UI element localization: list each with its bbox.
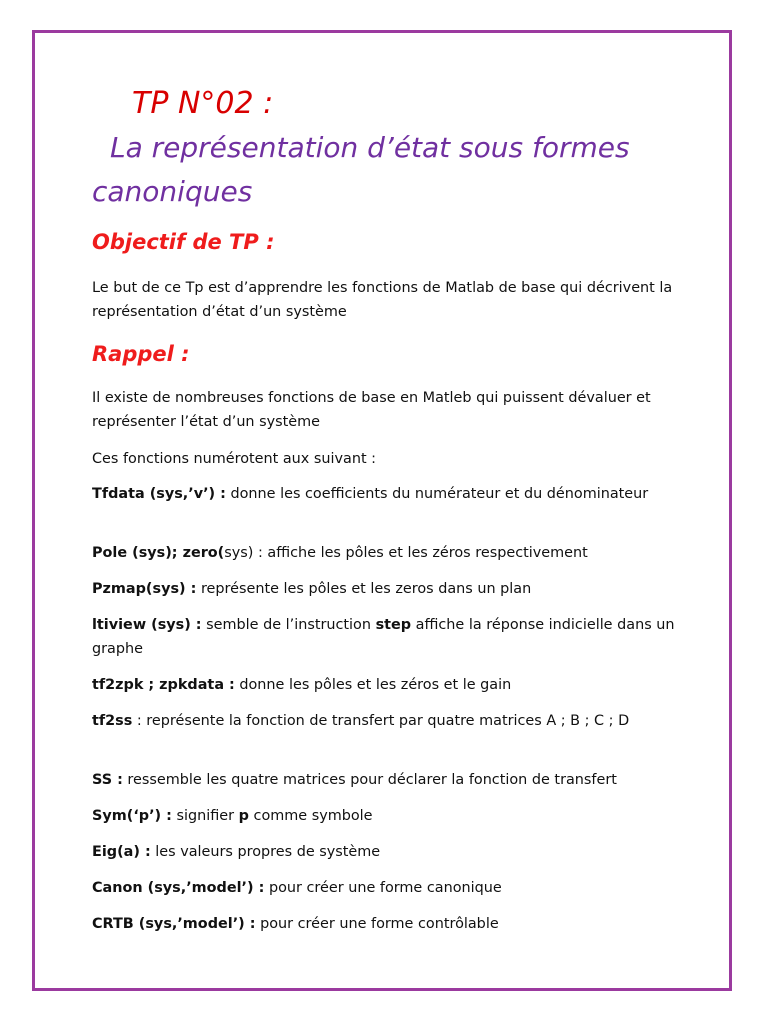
function-item — [92, 912, 702, 936]
function-name: Pole (sys); zero( — [92, 545, 225, 561]
function-name: SS : — [92, 772, 123, 788]
function-name: Eig(a) : — [92, 844, 151, 860]
function-name: Pzmap(sys) : — [92, 581, 197, 597]
function-desc: pour créer une forme canonique — [264, 880, 502, 896]
function-name: Tfdata (sys,’v’) : — [92, 486, 226, 502]
function-item — [92, 804, 702, 828]
tp-number: TP N°02 : — [132, 86, 274, 121]
function-item — [92, 613, 702, 661]
function-desc: ) : affiche les pôles et les zéros respectivement — [247, 545, 588, 561]
function-item — [92, 482, 702, 506]
function-desc: : représente la fonction de transfert par quatre matrices A ; B ; C ; D — [132, 713, 630, 729]
objective-text: Le but de ce Tp est d’apprendre les fonctions de Matlab de base qui décrivent la représentation d’état d’un système — [92, 280, 673, 320]
function-desc: donne les pôles et les zéros et le gain — [234, 677, 512, 693]
function-item — [92, 541, 702, 565]
function-keyword: step — [375, 617, 412, 633]
function-desc: semble de l’instruction — [201, 617, 376, 633]
function-desc-cont: affiche la réponse indicielle dans un graphe — [92, 617, 675, 657]
function-desc-cont: comme symbole — [248, 808, 373, 824]
function-name: CRTB (sys,’model’) : — [92, 916, 256, 932]
function-name: ltiview (sys) : — [92, 617, 202, 633]
function-desc: pour créer une forme contrôlable — [255, 916, 499, 932]
function-name: tf2ss — [92, 713, 133, 729]
function-item — [92, 709, 702, 733]
function-desc: les valeurs propres de système — [150, 844, 381, 860]
function-item — [92, 768, 702, 792]
rappel-intro: Il existe de nombreuses fonctions de base en Matleb qui puissent dévaluer et représenter l’état d’un système — [92, 390, 651, 430]
function-keyword: p — [238, 808, 249, 824]
function-name: Sym(‘p’) : — [92, 808, 172, 824]
function-desc: signifier — [171, 808, 239, 824]
objective-heading: Objectif de TP : — [92, 230, 275, 254]
function-item — [92, 577, 702, 601]
document-title: La représentation d’état sous formes canoniques — [92, 131, 630, 208]
function-item — [92, 673, 702, 697]
function-name: Canon (sys,’model’) : — [92, 880, 265, 896]
function-item — [92, 876, 702, 900]
function-name: tf2zpk ; zpkdata : — [92, 677, 235, 693]
rappel-heading: Rappel : — [92, 342, 190, 366]
function-desc: ressemble les quatre matrices pour déclarer la fonction de transfert — [122, 772, 617, 788]
function-item — [92, 840, 702, 864]
function-desc: représente les pôles et les zeros dans un plan — [196, 581, 532, 597]
rappel-list-intro: Ces fonctions numérotent aux suivant : — [92, 451, 377, 467]
function-arg: sys — [224, 545, 248, 561]
function-desc: donne les coefficients du numérateur et du dénominateur — [225, 486, 649, 502]
